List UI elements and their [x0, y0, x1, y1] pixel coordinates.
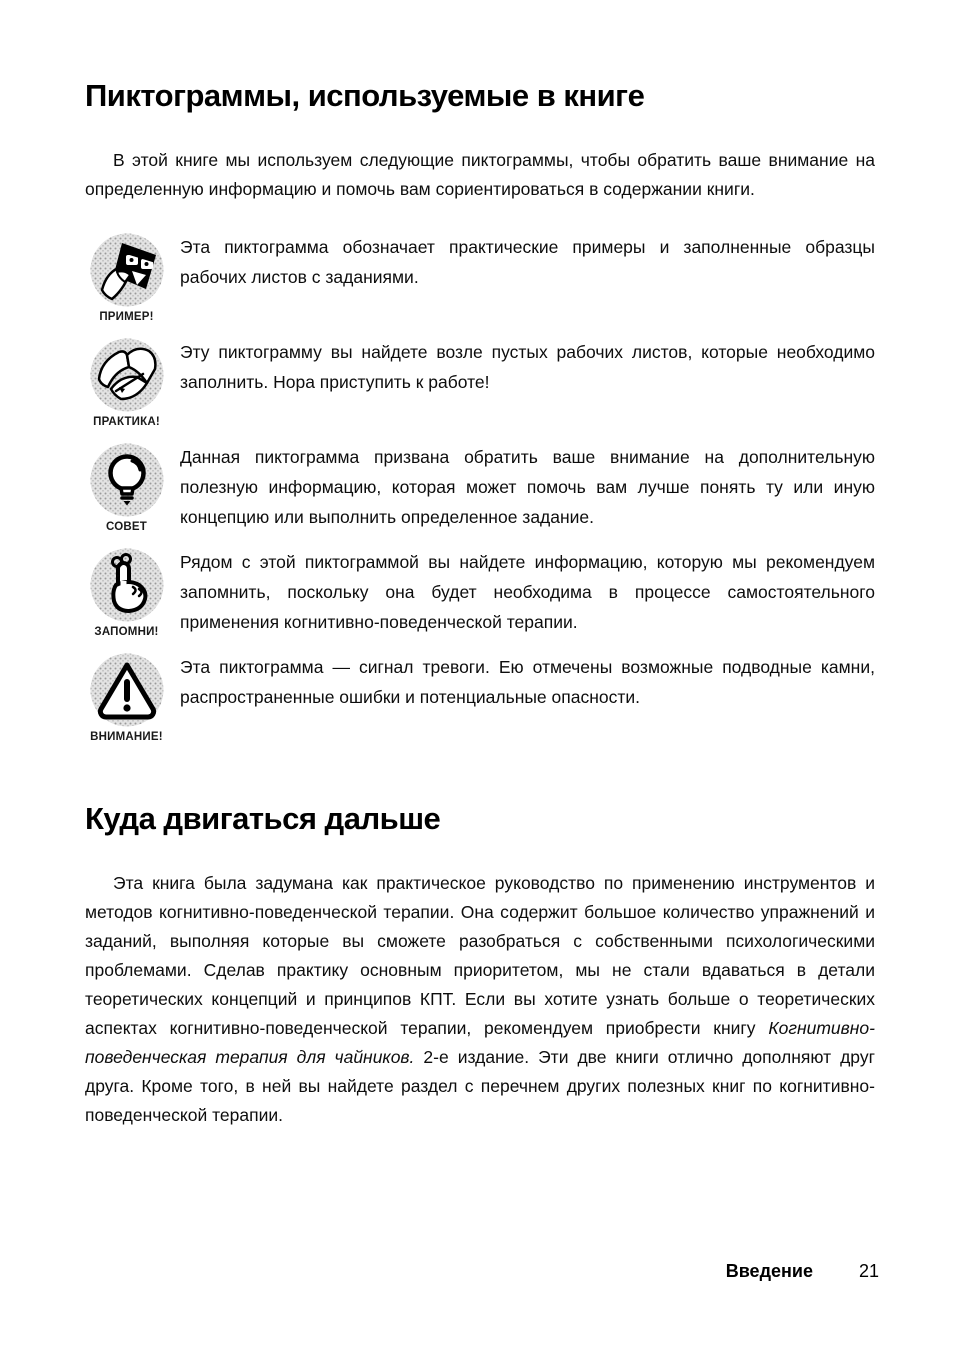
closing-paragraph-text: Эта книга была задумана как практическое руководство по применению инструментов и методов когнитивно-поведенческой терапии. Она содержит большое количество упражнений и заданий, выполняя которые вы сможете разобраться с собственными психологическими проблемами. Сделав практику основным приоритетом, мы не стали вдаваться в детали теоретических концепций и принципов КПТ. Если вы хотите узнать больше о теоретических аспектах когнитивно-поведенческой терапии, рекомендуем приобрести книгу	[85, 873, 875, 1038]
pictogram-description: Рядом с этой пиктограммой вы найдете информацию, которую мы рекомендуем запомнить, поскольку она будет необходима в процессе самостоятельного применения когнитивно-поведенческой терапии.	[180, 552, 875, 632]
referenced-book-title: Когнитивно-поведенческая терапия для чайников.	[85, 1018, 875, 1067]
pictogram-icon-column	[79, 232, 174, 323]
pictogram-row-example	[85, 232, 875, 328]
finger-with-string-icon	[89, 547, 165, 623]
pictogram-description: Данная пиктограмма призвана обратить ваше внимание на дополнительную полезную информацию, которая может помочь вам лучше понять ту или иную концепцию или выполнить определенное задание.	[180, 447, 875, 527]
section-title-where-to-go: Куда двигаться дальше	[85, 801, 441, 836]
pictogram-label: СОВЕТ	[106, 521, 147, 533]
footer-page-number: 21	[858, 1261, 879, 1281]
pictogram-description: Эту пиктограмму вы найдете возле пустых рабочих листов, которые необходимо заполнить. Нора приступить к работе!	[180, 342, 875, 392]
pictogram-row-tip	[85, 442, 875, 538]
pictogram-label: ЗАПОМНИ!	[94, 626, 159, 638]
pictogram-icon-column	[79, 547, 174, 638]
pictogram-label: ПРАКТИКА!	[93, 416, 160, 428]
pictogram-row-practice	[85, 337, 875, 433]
lightbulb-icon	[89, 442, 165, 518]
pictogram-row-warning	[85, 652, 875, 748]
dummies-man-example-icon	[89, 232, 165, 308]
pictogram-icon-column	[79, 442, 174, 533]
pictogram-row-remember	[85, 547, 875, 643]
pictogram-label: ПРИМЕР!	[99, 311, 154, 323]
pictogram-icon-column	[79, 652, 174, 743]
page-title: Пиктограммы, используемые в книге	[85, 78, 645, 113]
pictogram-icon-column	[79, 337, 174, 428]
closing-paragraph	[85, 869, 875, 1130]
pictogram-description: Эта пиктограмма — сигнал тревоги. Ею отмечены возможные подводные камни, распространенные ошибки и потенциальные опасности.	[180, 657, 875, 707]
warning-triangle-icon	[89, 652, 165, 728]
closing-paragraph-text-after: 2-е издание. Эти две книги отлично дополняют друг друга. Кроме того, в ней вы найдете раздел с перечнем других полезных книг по когнитивно-поведенческой терапии.	[85, 1047, 875, 1125]
intro-paragraph: В этой книге мы используем следующие пиктограммы, чтобы обратить ваше внимание на определенную информацию и помочь вам сориентироваться в содержании книги.	[85, 150, 875, 199]
pictogram-description: Эта пиктограмма обозначает практические примеры и заполненные образцы рабочих листов с заданиями.	[180, 237, 875, 287]
writing-hand-icon	[89, 337, 165, 413]
pictogram-label: ВНИМАНИЕ!	[90, 731, 163, 743]
page-footer	[726, 1261, 879, 1282]
pictogram-list	[85, 232, 875, 748]
page-content	[85, 0, 875, 1130]
footer-section-name: Введение	[725, 1261, 813, 1281]
